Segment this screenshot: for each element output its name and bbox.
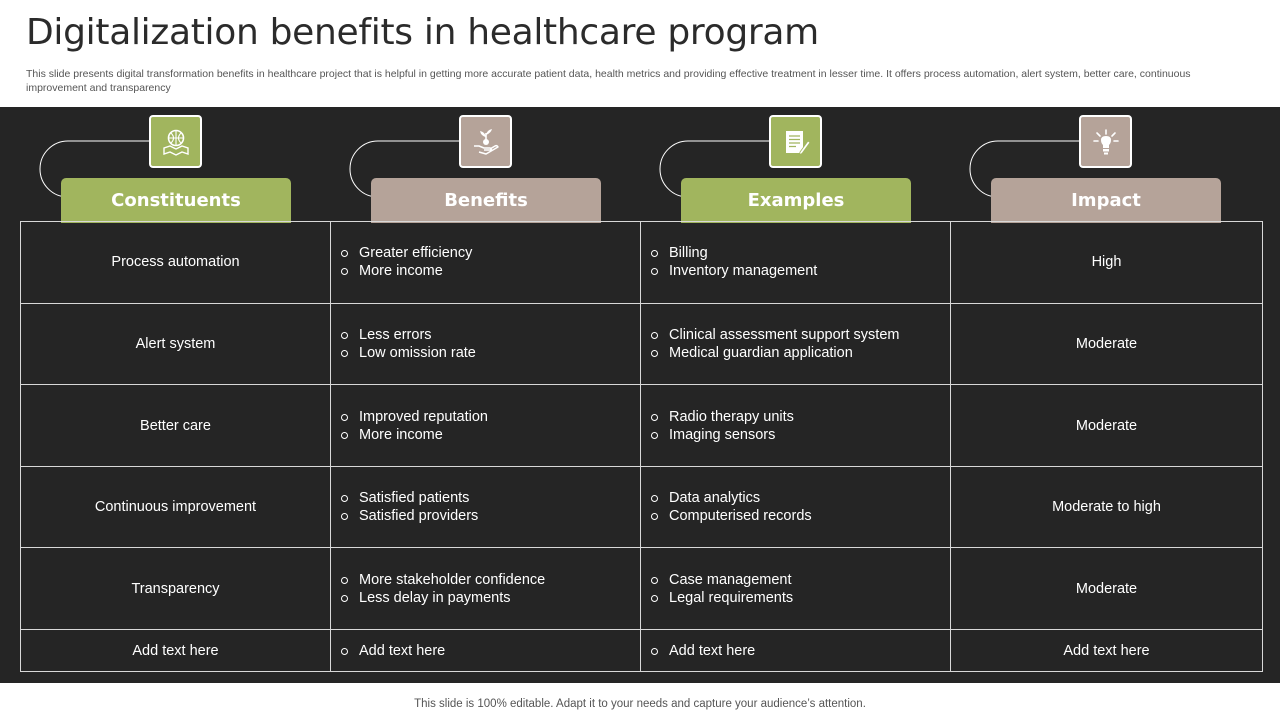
list-item: Case management [651,571,950,589]
table-row [21,222,1263,304]
tab-benefits: Benefits [371,178,601,223]
list-item: Less errors [341,326,640,344]
list-item: More income [341,262,640,280]
examples-cell [641,303,951,385]
tab-constituents: Constituents [61,178,291,223]
benefits-table [20,221,1263,672]
benefits-cell [331,385,641,467]
benefits-cell [331,222,641,304]
page-title: Digitalization benefits in healthcare program [26,12,819,53]
column-header-benefits [330,107,640,223]
impact-cell: Add text here [951,630,1263,672]
map-globe-icon [149,115,202,168]
benefits-cell [331,548,641,630]
list-item: Improved reputation [341,408,640,426]
list-item: Satisfied patients [341,489,640,507]
constituent-cell: Add text here [21,630,331,672]
hand-plant-icon [459,115,512,168]
table-row [21,466,1263,548]
table-row [21,303,1263,385]
examples-cell [641,385,951,467]
column-header-impact [950,107,1260,223]
benefits-cell [331,303,641,385]
constituent-cell: Transparency [21,548,331,630]
list-item: Low omission rate [341,344,640,362]
list-item: Inventory management [651,262,950,280]
list-item: More stakeholder confidence [341,571,640,589]
list-item: Imaging sensors [651,426,950,444]
examples-cell [641,630,951,672]
list-item: Greater efficiency [341,244,640,262]
examples-cell [641,466,951,548]
list-item: Billing [651,244,950,262]
footer-note: This slide is 100% editable. Adapt it to your needs and capture your audience’s attention. [414,698,866,710]
list-item: Legal requirements [651,589,950,607]
page-subtitle: This slide presents digital transformation benefits in healthcare project that is helpful in getting more accurate patient data, health metrics and providing effective treatment in lesser time. It offers process automation, alert system, better care, continuous improvement and transparency [26,68,1191,94]
column-header-constituents [20,107,330,223]
column-header-examples [640,107,950,223]
list-item: Clinical assessment support system [651,326,950,344]
tab-examples: Examples [681,178,911,223]
impact-cell: Moderate [951,303,1263,385]
constituent-cell: Alert system [21,303,331,385]
list-item: Medical guardian application [651,344,950,362]
list-item: Add text here [341,642,640,660]
impact-cell: Moderate [951,385,1263,467]
table-row [21,548,1263,630]
list-item: Computerised records [651,507,950,525]
benefits-cell [331,466,641,548]
table-row [21,385,1263,467]
list-item: Satisfied providers [341,507,640,525]
list-item: Add text here [651,642,950,660]
impact-cell: Moderate [951,548,1263,630]
list-item: Less delay in payments [341,589,640,607]
examples-cell [641,222,951,304]
benefits-cell [331,630,641,672]
content-panel [0,107,1280,683]
lightbulb-icon [1079,115,1132,168]
constituent-cell: Process automation [21,222,331,304]
constituent-cell: Continuous improvement [21,466,331,548]
list-item: More income [341,426,640,444]
constituent-cell: Better care [21,385,331,467]
impact-cell: High [951,222,1263,304]
table-row [21,630,1263,672]
examples-cell [641,548,951,630]
tab-impact: Impact [991,178,1221,223]
list-item: Radio therapy units [651,408,950,426]
list-item: Data analytics [651,489,950,507]
impact-cell: Moderate to high [951,466,1263,548]
document-pen-icon [769,115,822,168]
